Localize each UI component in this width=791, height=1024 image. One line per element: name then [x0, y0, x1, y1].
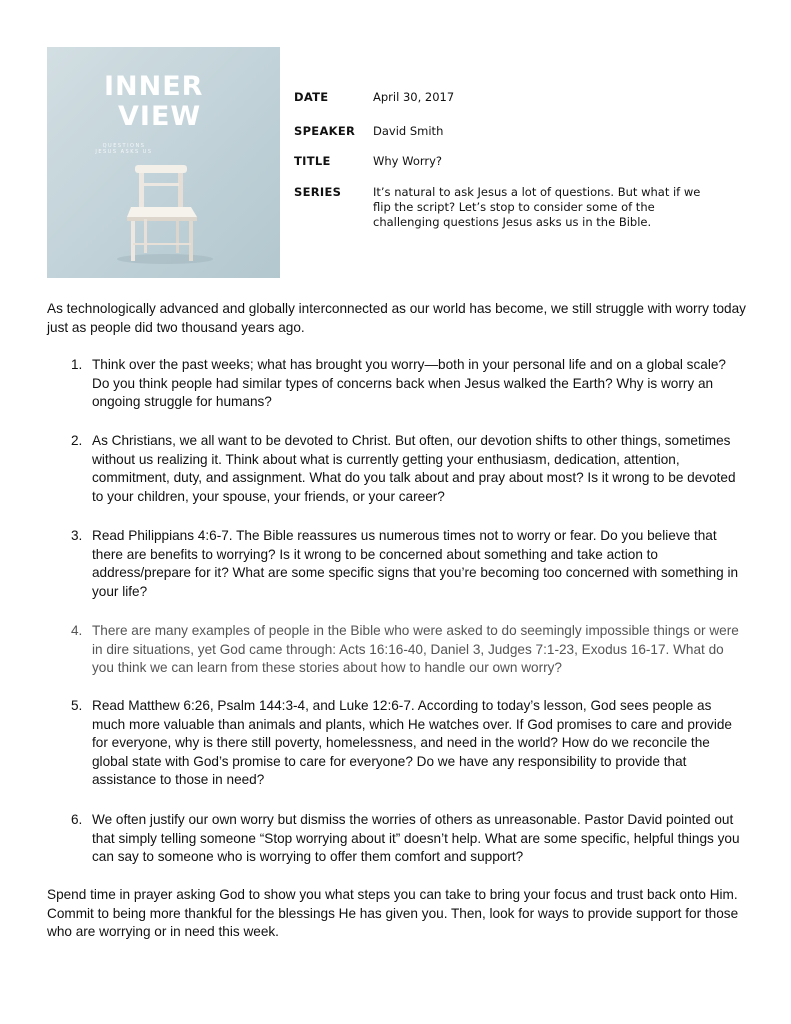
series-cover-image	[47, 47, 280, 278]
question-text: Read Philippians 4:6-7. The Bible reassures us numerous times not to worry or fear. Do you believe that there are benefits to worrying? Is it wrong to be concerned about something and take action to address/prepare for it? What are some specific signs that you’re becoming too concerned with something in your life?	[92, 528, 739, 599]
meta-value: It’s natural to ask Jesus a lot of questions. But what if we flip the script? Let’s stop to consider some of the challenging questions Jesus asks us in the Bible.	[373, 185, 701, 229]
meta-label: SERIES	[294, 185, 342, 199]
question-number: 3.	[71, 528, 83, 543]
question-text: Read Matthew 6:26, Psalm 144:3-4, and Luke 12:6-7. According to today’s lesson, God sees people as much more valuable than animals and plants, which He watches over. If God promises to care and provide for everyone, why is there still poverty, homelessness, and need in the world? How do we reconcile the global state with God’s promise to care for everyone? Do we have any responsibility to provide that assistance to those in need?	[92, 698, 732, 788]
question-number: 5.	[71, 698, 83, 713]
cover-title-line2: VIEW	[118, 101, 202, 132]
meta-label: TITLE	[294, 154, 331, 168]
question-number: 4.	[71, 623, 83, 638]
meta-label: DATE	[294, 90, 329, 104]
meta-label: SPEAKER	[294, 124, 356, 138]
question-text: As Christians, we all want to be devoted to Christ. But often, our devotion shifts to other things, sometimes without us realizing it. Think about what is currently getting your enthusiasm, dedication, attention, commitment, duty, and assignment. What do you talk about and pray about most? Is it wrong to be devoted to your children, your spouse, your friends, or your career?	[92, 433, 736, 504]
question-text: There are many examples of people in the Bible who were asked to do seemingly impossible things or were in dire situations, yet God came through: Acts 16:16-40, Daniel 3, Judges 7:1-23, Exodus 16-17. What do you think we can learn from these stories about how to handle our own worry?	[92, 623, 739, 676]
question-text: Think over the past weeks; what has brought you worry—both in your personal life and on a global scale? Do you think people had similar types of concerns back when Jesus walked the Earth? Why is worry an ongoing struggle for humans?	[92, 357, 726, 410]
meta-value: April 30, 2017	[373, 90, 455, 104]
meta-value: David Smith	[373, 124, 444, 138]
meta-value: Why Worry?	[373, 154, 443, 168]
cover-title-line1: INNER	[104, 71, 204, 102]
closing-paragraph: Spend time in prayer asking God to show you what steps you can take to bring your focus and trust back onto Him. Commit to being more thankful for the blessings He has given you. Then, look for ways to provide support for those who are worrying or in need this week.	[47, 887, 739, 940]
question-number: 1.	[71, 357, 83, 372]
question-number: 6.	[71, 812, 83, 827]
question-number: 2.	[71, 433, 83, 448]
question-text: We often justify our own worry but dismiss the worries of others as unreasonable. Pastor David pointed out that simply telling someone “Stop worrying about it” doesn’t help. What are some specific, helpful things you can say to someone who is worrying to offer them comfort and support?	[92, 812, 740, 865]
cover-subtitle: QUESTIONS JESUS ASKS US	[95, 143, 153, 155]
intro-paragraph: As technologically advanced and globally interconnected as our world has become, we still struggle with worry today just as people did two thousand years ago.	[47, 301, 746, 335]
